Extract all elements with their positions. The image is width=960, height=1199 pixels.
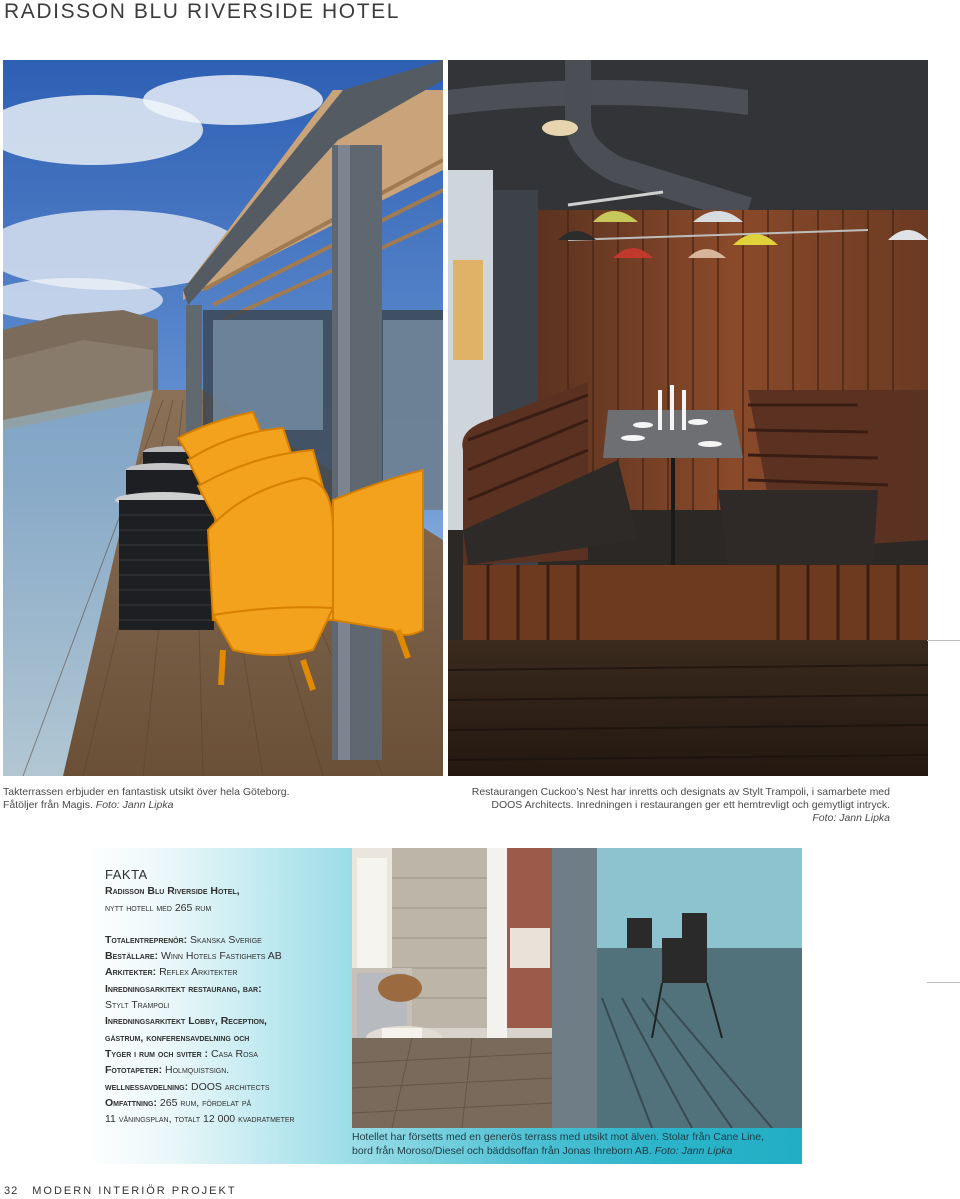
divider-rule: [927, 640, 960, 641]
divider-rule: [927, 982, 960, 983]
fact-hotel-name: Radisson Blu Riverside Hotel,: [105, 885, 240, 898]
fact-label: Totalentreprenör:: [105, 933, 188, 946]
fact-row: [105, 981, 350, 997]
fact-row: [105, 1030, 350, 1046]
fact-label: Omfattning:: [105, 1096, 157, 1109]
fact-heading: FAKTA: [105, 867, 148, 882]
room-caption: [352, 1131, 800, 1158]
fact-row: [105, 997, 350, 1013]
fact-row: [105, 1111, 350, 1127]
fact-box: [105, 867, 350, 1127]
fact-row: [105, 1062, 350, 1078]
fact-value: Skanska Sverige: [190, 933, 262, 946]
fact-value: Stylt Trampoli: [105, 999, 170, 1012]
fact-value: Holmquistsign.: [165, 1064, 230, 1077]
fact-label: Arkitekter:: [105, 966, 157, 979]
magazine-name: MODERN INTERIÖR PROJEKT: [32, 1185, 237, 1197]
room-caption-line2: [352, 1145, 800, 1159]
fact-row: [105, 1079, 350, 1095]
room-caption-line1: Hotellet har försetts med en generös terrass med utsikt mot älven. Stolar från Cane Line,: [352, 1131, 765, 1143]
fact-label: Beställare:: [105, 950, 159, 963]
fact-row: [105, 964, 350, 980]
terrace-caption-line2: [3, 799, 323, 812]
fact-hotel-sub: nytt hotell med 265 rum: [105, 901, 212, 914]
fact-row: [105, 1095, 350, 1111]
restaurant-caption-line2: DOOS Architects. Inredningen i restaurangen ger ett hemtrevligt och gemytligt intryck.: [491, 799, 890, 811]
fact-value: 265 rum, fördelat på: [159, 1096, 252, 1109]
room-caption-text: bord från Moroso/Diesel och bäddsoffan från Jonas Ihreborn AB.: [352, 1144, 652, 1157]
fact-row: [105, 948, 350, 964]
fact-label: Tyger i rum och sviter :: [105, 1047, 209, 1060]
page-footer: [4, 1185, 237, 1197]
fact-label: Fototapeter:: [105, 1064, 163, 1077]
terrace-photo: [3, 60, 443, 776]
page-number: 32: [4, 1185, 19, 1197]
fact-label: wellnessavdelning:: [105, 1080, 189, 1093]
restaurant-photo-credit: Foto: Jann Lipka: [812, 812, 890, 824]
fact-value: DOOS architects: [191, 1080, 270, 1093]
page-title: RADISSON BLU RIVERSIDE HOTEL: [4, 0, 401, 23]
restaurant-caption: [448, 786, 890, 825]
fact-value: Casa Rosa: [210, 1047, 258, 1060]
fact-row: [105, 1013, 350, 1029]
room-photo: [352, 848, 802, 1128]
fact-label: Inredningsarkitekt Lobby, Reception,: [105, 1015, 267, 1028]
fact-value: Reflex Arkitekter: [159, 966, 238, 979]
terrace-caption: [3, 786, 323, 812]
room-photo-credit: Foto: Jann Lipka: [654, 1144, 733, 1157]
fact-value: 11 våningsplan, totalt 12 000 kvadratmeter: [105, 1113, 295, 1126]
fact-row: [105, 932, 350, 948]
fact-label: Inredningsarkitekt restaurang, bar:: [105, 982, 262, 995]
terrace-photo-credit: Foto: Jann Lipka: [95, 799, 174, 811]
fact-row: [105, 1046, 350, 1062]
terrace-caption-text: Fåtöljer från Magis.: [3, 799, 93, 811]
restaurant-caption-line1: Restaurangen Cuckoo’s Nest har inretts och designats av Stylt Trampoli, i samarbete med: [471, 786, 890, 798]
fact-value: Winn Hotels Fastighets AB: [161, 950, 282, 963]
restaurant-photo: [448, 60, 928, 776]
fact-label: gästrum, konferensavdelning och: [105, 1031, 250, 1044]
terrace-caption-line1: Takterrassen erbjuder en fantastisk utsikt över hela Göteborg.: [3, 786, 290, 798]
